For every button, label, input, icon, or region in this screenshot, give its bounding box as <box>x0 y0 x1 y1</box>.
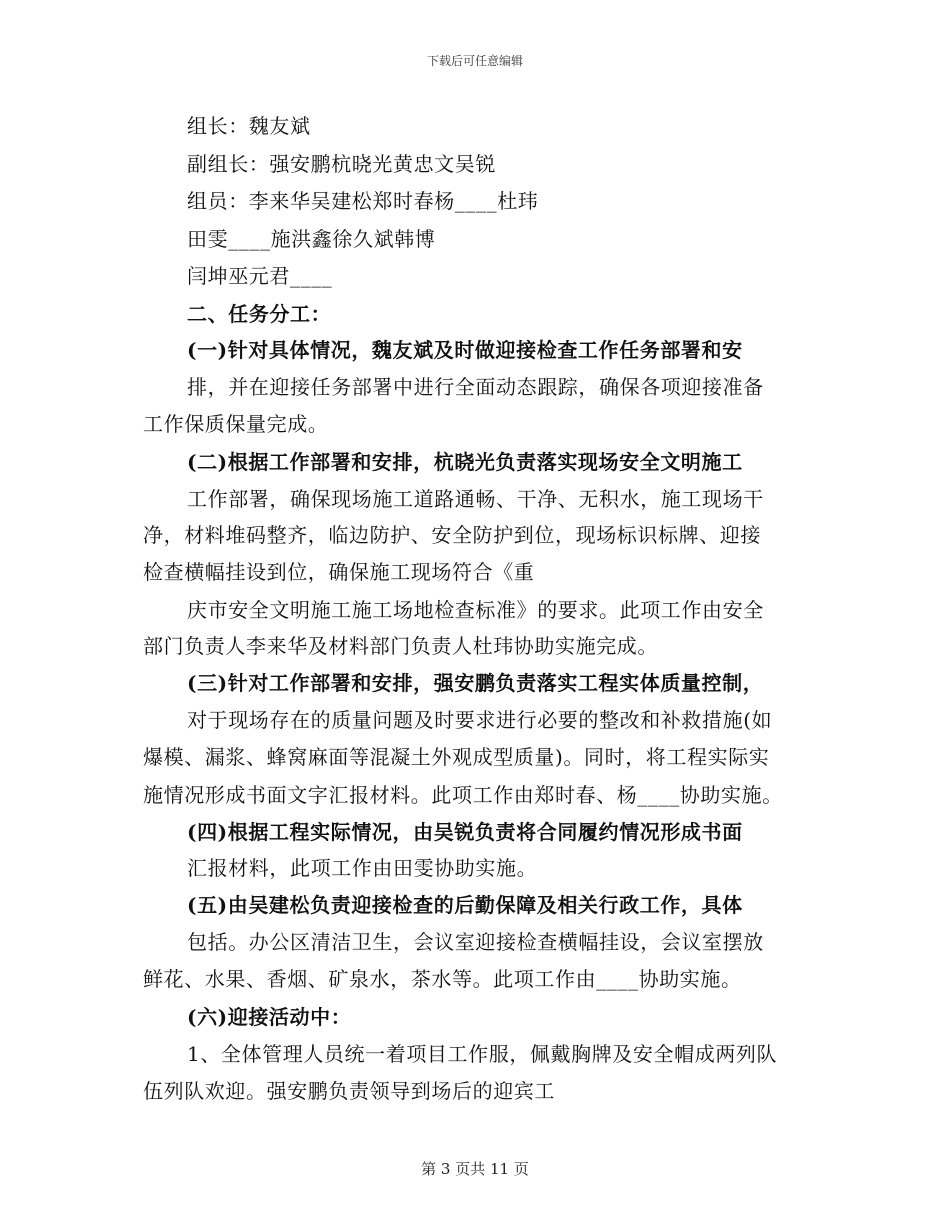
text-line-15: 部门负责人李来华及材料部门负责人杜玮协助实施完成。 <box>143 634 658 658</box>
text-line-24: 鲜花、水果、香烟、矿泉水，茶水等。此项工作由____协助实施。 <box>143 967 742 991</box>
text-line-27: 伍列队欢迎。强安鹏负责领导到场后的迎宾工 <box>143 1079 555 1103</box>
section-heading-task-division: 二、任务分工： <box>187 302 332 326</box>
page-footer: 第 3 页共 11 页 <box>421 1160 529 1178</box>
text-line-5: 闫坤巫元君____ <box>187 264 333 288</box>
text-line-11: 工作部署，确保现场施工道路通畅、干净、无积水，施工现场干 <box>187 487 764 511</box>
text-line-9: 工作保质保量完成。 <box>143 412 329 436</box>
text-line-8: 排，并在迎接任务部署中进行全面动态跟踪，确保各项迎接准备 <box>187 375 764 399</box>
text-line-4: 田雯____施洪鑫徐久斌韩博 <box>187 227 436 251</box>
text-line-19: 施情况形成书面文字汇报材料。此项工作由郑时春、杨____协助实施。 <box>143 783 783 807</box>
text-line-14: 庆市安全文明施工施工场地检查标准》的要求。此项工作由安全 <box>187 598 764 622</box>
text-line-1: 组长：魏友斌 <box>187 114 311 138</box>
item-heading-2: (二)根据工作部署和安排，杭晓光负责落实现场安全文明施工 <box>187 450 743 474</box>
text-line-2: 副组长：强安鹏杭晓光黄忠文吴锐 <box>187 152 496 176</box>
text-line-12: 净，材料堆码整齐，临边防护、安全防护到位，现场标识标牌、迎接 <box>143 523 761 547</box>
text-line-13: 检查横幅挂设到位，确保施工现场符合《重 <box>143 560 535 584</box>
item-heading-6: (六)迎接活动中： <box>187 1005 352 1029</box>
item-heading-1: (一)针对具体情况，魏友斌及时做迎接检查工作任务部署和安 <box>187 338 743 362</box>
text-line-3: 组员：李来华吴建松郑时春杨____杜玮 <box>187 189 539 213</box>
item-heading-3: (三)针对工作部署和安排，强安鹏负责落实工程实体质量控制， <box>187 671 764 695</box>
page-header: 下载后可任意编辑 <box>426 54 523 68</box>
item-heading-5: (五)由吴建松负责迎接检查的后勤保障及相关行政工作，具体 <box>187 893 743 917</box>
item-heading-4: (四)根据工程实际情况，由吴锐负责将合同履约情况形成书面 <box>187 820 743 844</box>
text-line-17: 对于现场存在的质量问题及时要求进行必要的整改和补救措施(如 <box>187 708 773 732</box>
text-line-23: 包括。办公区清洁卫生，会议室迎接检查横幅挂设，会议室摆放 <box>187 930 764 954</box>
text-line-26: 1、全体管理人员统一着项目工作服，佩戴胸牌及安全帽成两列队 <box>187 1042 778 1066</box>
text-line-18: 爆模、漏浆、蜂窝麻面等混凝土外观成型质量)。同时，将工程实际实 <box>143 745 770 769</box>
text-line-21: 汇报材料，此项工作由田雯协助实施。 <box>187 856 538 880</box>
